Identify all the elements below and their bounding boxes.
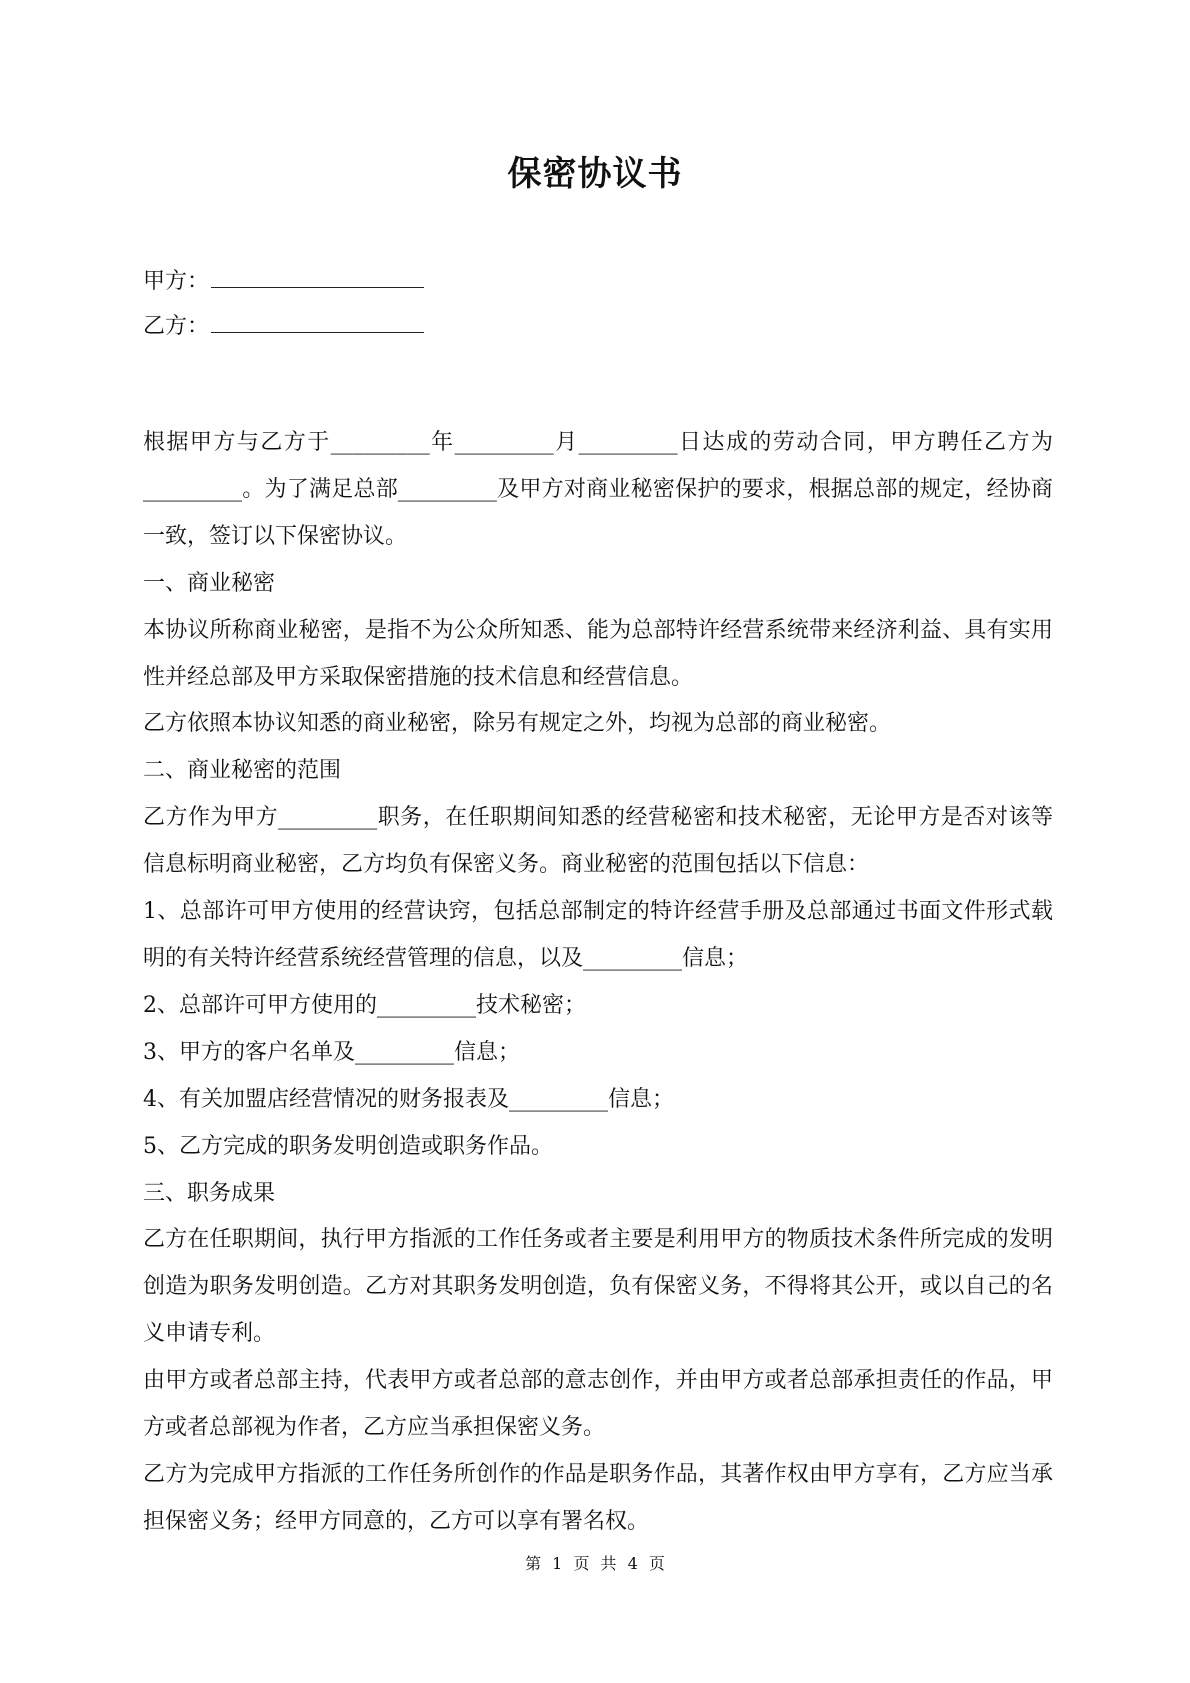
paragraph-copyright: 乙方为完成甲方指派的工作任务所创作的作品是职务作品，其著作权由甲方享有，乙方应当承担保密义务；经甲方同意的，乙方可以享有署名权。 [143,1461,1053,1534]
party-b-label: 乙方： [143,314,210,339]
document-body [143,420,1053,1546]
list-item-4: 4、有关加盟店经营情况的财务报表及_________信息； [143,1086,674,1112]
party-a-label: 甲方： [143,269,210,294]
paragraph-invention: 乙方在任职期间，执行甲方指派的工作任务或者主要是利用甲方的物质技术条件所完成的发明创造为职务发明创造。乙方对其职务发明创造，负有保密义务，不得将其公开，或以自己的名义申请专利。 [143,1227,1053,1347]
list-item-2: 2、总部许可甲方使用的_________技术秘密； [143,992,586,1018]
party-b-blank [211,310,424,333]
list-item-3: 3、甲方的客户名单及_________信息； [143,1039,520,1065]
party-b-line [143,310,424,343]
party-a-blank [211,265,424,288]
section-heading-work-results: 三、职务成果 [143,1180,276,1206]
document-title: 保密协议书 [507,154,683,194]
section-heading-scope: 二、商业秘密的范围 [143,758,342,784]
paragraph-definition: 本协议所称商业秘密，是指不为公众所知悉、能为总部特许经营系统带来经济利益、具有实用性并经总部及甲方采取保密措施的技术信息和经营信息。 [143,617,1053,690]
page-footer: 第 1 页 共 4 页 [525,1554,665,1573]
intro-paragraph: 根据甲方与乙方于_________年_________月_________日达成的劳动合同，甲方聘任乙方为_________。为了满足总部_________及甲方对商业秘密保护的要求，根据总部的规定，经协商一致，签订以下保密协议。 [143,430,1053,549]
section-heading-trade-secret: 一、商业秘密 [143,570,276,596]
party-a-line [143,265,424,298]
paragraph-work-authorship: 由甲方或者总部主持，代表甲方或者总部的意志创作，并由甲方或者总部承担责任的作品，甲方或者总部视为作者，乙方应当承担保密义务。 [143,1368,1053,1441]
list-item-5: 5、乙方完成的职务发明创造或职务作品。 [143,1133,553,1159]
paragraph-definition-scope: 乙方依照本协议知悉的商业秘密，除另有规定之外，均视为总部的商业秘密。 [143,711,892,737]
paragraph-scope: 乙方作为甲方_________职务，在任职期间知悉的经营秘密和技术秘密，无论甲方是否对该等信息标明商业秘密，乙方均负有保密义务。商业秘密的范围包括以下信息： [143,805,1053,878]
list-item-1: 1、总部许可甲方使用的经营诀窍，包括总部制定的特许经营手册及总部通过书面文件形式载明的有关特许经营系统经营管理的信息，以及_________信息； [143,899,1053,971]
